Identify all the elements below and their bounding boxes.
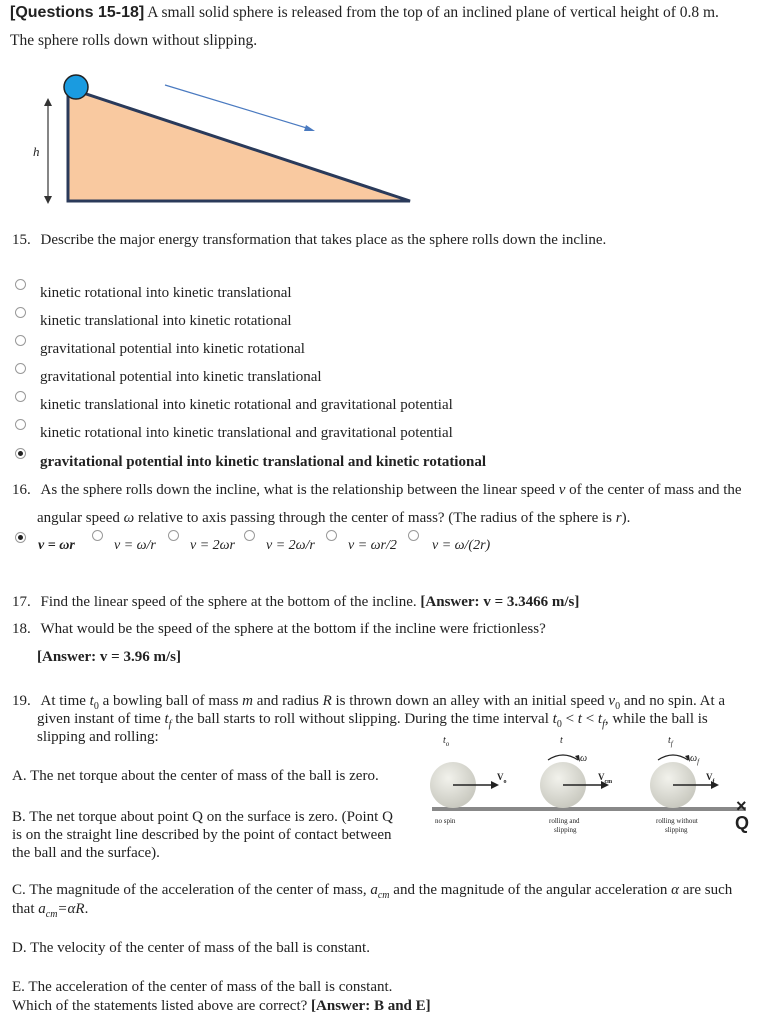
statement-a-text: The net torque about the center of mass of the ball is zero. (30, 768, 379, 784)
q19-v0-sub: 0 (615, 701, 621, 712)
q19-line1 (12, 693, 725, 712)
c-expr: a (38, 901, 46, 917)
q19-tf2-sub: f (602, 719, 605, 730)
q19-t2: a bowling ball of mass (98, 693, 243, 709)
final-answer: [Answer: B and E] (311, 998, 431, 1014)
q17-text: Find the linear speed of the sphere at the bottom of the incline. (40, 594, 421, 610)
q16-radio-0[interactable] (15, 532, 26, 543)
statement-c-c: are such (678, 882, 733, 898)
q19-v0: v (608, 693, 616, 709)
omega-label: ω (580, 753, 588, 764)
time-label-0: $t_o$ (443, 735, 450, 748)
sphere (64, 75, 88, 99)
statement-c-d: that (12, 901, 39, 917)
q19-tf: t (164, 711, 169, 727)
bowling-figure (428, 735, 778, 850)
height-arrow-top (44, 98, 52, 106)
intro-line2: The sphere rolls down without slipping. (10, 32, 258, 49)
point-q-label: Q (735, 813, 750, 833)
q16-line2 (37, 510, 630, 527)
statement-e (12, 979, 392, 996)
q18-answer: v = 3.96 m/s (99, 649, 176, 665)
statement-a (12, 768, 379, 785)
q16-radio-2[interactable] (168, 530, 179, 541)
q15-option-3[interactable]: gravitational potential into kinetic translational (40, 369, 322, 385)
q16-option-1[interactable]: v = ω/r (114, 538, 156, 553)
q19-tf-sub: f (168, 719, 172, 730)
final-question (12, 998, 431, 1015)
q19-R: R (322, 693, 332, 709)
q16-option-0-selected[interactable]: v = ωr (38, 538, 75, 553)
q15-option-5[interactable]: kinetic rotational into kinetic translational and gravitational potential (40, 425, 453, 441)
time-label-2: $t_f$ (668, 735, 673, 748)
q16-option-4[interactable]: v = ωr/2 (348, 538, 397, 553)
q18-number: 18. (12, 621, 31, 637)
q19-t0b: t (552, 711, 557, 727)
omega-f-label: $\omega_f$ (690, 753, 700, 766)
x-mark: × (736, 796, 747, 816)
omegaf-arrow (658, 755, 688, 760)
q16-var-r: r (615, 510, 622, 526)
motion-arrowhead (304, 125, 315, 131)
height-arrow-bottom (44, 196, 52, 204)
q15-radio-4[interactable] (15, 391, 26, 402)
q19-number: 19. (12, 693, 31, 709)
c-eq: =αR (57, 901, 85, 917)
q15-option-6-selected[interactable]: gravitational potential into kinetic translational and kinetic rotational (40, 454, 486, 470)
caption-slipping-2: slipping (665, 826, 688, 834)
statement-c-a: The magnitude of the acceleration of the center of mass, (29, 882, 371, 898)
caption-rolling-without: rolling without (656, 817, 698, 825)
q16-var-v: v (558, 482, 566, 498)
statement-b-3: the ball and the surface). (12, 845, 160, 861)
q18-answer-label: [Answer: (37, 649, 100, 665)
statement-e-text: The acceleration of the center of mass of the ball is constant. (28, 979, 393, 995)
q19-t: t (577, 711, 582, 727)
c-alpha: α (671, 882, 679, 898)
statement-c-1 (12, 882, 732, 901)
statement-b-2: is on the straight line described by the point of contact between (12, 827, 392, 843)
letter-e: E. (12, 979, 25, 995)
q18-answer-line (37, 649, 181, 666)
q16-radio-1[interactable] (92, 530, 103, 541)
vcm-label: $V_{cm}$ (598, 772, 613, 785)
q17 (12, 594, 579, 611)
q17-number: 17. (12, 594, 31, 610)
q15-option-1[interactable]: kinetic translational into kinetic rotational (40, 313, 292, 329)
caption-no-spin: no spin (435, 817, 456, 825)
letter-d: D. (12, 940, 27, 956)
statement-b-text-1: The net torque about point Q on the surface is zero. (Point Q (29, 809, 393, 825)
height-label: h (33, 144, 40, 159)
q19-t6: given instant of time (37, 711, 165, 727)
question-range-tag: [Questions 15-18] (10, 4, 145, 21)
q16-text-e: ). (621, 510, 631, 526)
q19-t0: t (89, 693, 94, 709)
v0-label: $V_o$ (497, 772, 507, 785)
q19-t3: and radius (253, 693, 323, 709)
q19-m: m (242, 693, 254, 709)
q15-text: Describe the major energy transformation that takes place as the sphere rolls down the incline. (40, 232, 607, 248)
q19-line2 (37, 711, 708, 730)
q19-t0b-sub: 0 (556, 719, 562, 730)
q15-prompt (12, 232, 606, 249)
q15-radio-3[interactable] (15, 363, 26, 374)
caption-slipping-1: slipping (554, 826, 577, 834)
q19-tf2: t (597, 711, 603, 727)
letter-a: A. (12, 768, 27, 784)
q15-number: 15. (12, 232, 31, 248)
q16-radio-4[interactable] (326, 530, 337, 541)
q19-t0-sub: 0 (93, 701, 99, 712)
q15-option-0[interactable]: kinetic rotational into kinetic translational (40, 285, 292, 301)
q16-radio-5[interactable] (408, 530, 419, 541)
q15-radio-0[interactable] (15, 279, 26, 290)
omega-arrow (548, 755, 578, 760)
q19-t8: , while the ball is (604, 711, 708, 727)
q15-radio-1[interactable] (15, 307, 26, 318)
c-acm: a (370, 882, 378, 898)
statement-c-b: and the magnitude of the angular acceleration (389, 882, 672, 898)
q16-number: 16. (12, 482, 31, 498)
incline-figure (30, 70, 430, 210)
q19-lt: < (561, 711, 578, 727)
time-label-1: t (560, 735, 563, 746)
q16-text-c: angular speed (37, 510, 124, 526)
q19-t7: the ball starts to roll without slipping. During the time interval (171, 711, 553, 727)
q19-t4: is thrown down an alley with an initial speed (331, 693, 609, 709)
q19-line3: slipping and rolling: (37, 729, 159, 745)
q19-t1: At time (40, 693, 90, 709)
q17-answer-label: [Answer: (420, 594, 484, 610)
q16-line1 (12, 482, 742, 499)
statement-d (12, 940, 370, 957)
statement-b-1 (12, 809, 393, 826)
q15-option-4[interactable]: kinetic translational into kinetic rotational and gravitational potential (40, 397, 453, 413)
intro-line1 (10, 4, 719, 22)
q17-answer: v = 3.3466 m/s (483, 594, 575, 610)
letter-b: B. (12, 809, 26, 825)
statement-c-2 (12, 901, 88, 920)
q16-text-d: relative to axis passing through the center of mass? (The radius of the sphere is (134, 510, 616, 526)
letter-c: C. (12, 882, 26, 898)
q16-var-omega: ω (123, 510, 135, 526)
q16-text-a: As the sphere rolls down the incline, what is the relationship between the linear speed (40, 482, 559, 498)
vf-label: $V_f$ (706, 772, 715, 785)
q16-option-2[interactable]: v = 2ωr (190, 538, 235, 553)
statement-d-text: The velocity of the center of mass of the ball is constant. (30, 940, 370, 956)
incline-triangle (68, 88, 410, 201)
q18-answer-close: ] (175, 649, 181, 665)
q18 (12, 621, 546, 638)
q16-text-b: of the center of mass and the (565, 482, 742, 498)
q16-option-3[interactable]: v = 2ω/r (266, 538, 315, 553)
c-acm-sub: cm (377, 890, 390, 901)
q15-option-2[interactable]: gravitational potential into kinetic rotational (40, 341, 305, 357)
q15-radio-5[interactable] (15, 419, 26, 430)
q18-text: What would be the speed of the sphere at the bottom if the incline were frictionless? (40, 621, 546, 637)
final-question-text: Which of the statements listed above are correct? (12, 998, 312, 1014)
c-end: . (84, 901, 89, 917)
q19-t5: and no spin. At a (620, 693, 726, 709)
q16-radio-3[interactable] (244, 530, 255, 541)
intro-text-1: A small solid sphere is released from the top of an inclined plane of vertical height of 0.8 m. (147, 4, 719, 21)
q19-lt2: < (581, 711, 598, 727)
q15-radio-2[interactable] (15, 335, 26, 346)
q15-radio-6[interactable] (15, 448, 26, 459)
q17-answer-close: ] (574, 594, 580, 610)
caption-rolling-and: rolling and (549, 817, 580, 825)
q16-option-5[interactable]: v = ω/(2r) (432, 538, 491, 553)
motion-arrow (165, 85, 310, 129)
c-expr-sub: cm (45, 909, 58, 920)
